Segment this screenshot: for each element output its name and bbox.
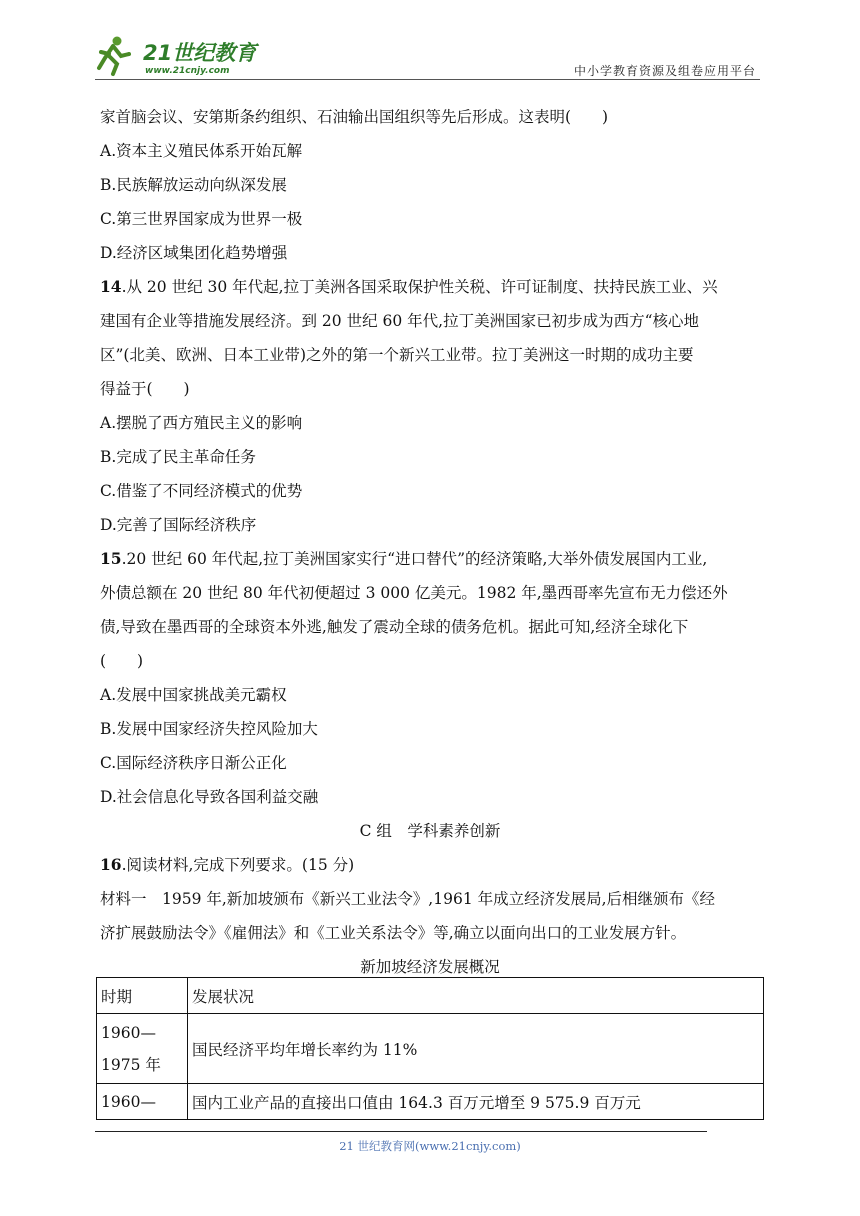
footer-divider xyxy=(95,1131,707,1132)
table-row xyxy=(97,1084,764,1120)
q16-material-line-1: 材料一 1959 年,新加坡颁布《新兴工业法令》,1961 年成立经济发展局,后相继颁布《经 xyxy=(100,890,716,908)
q15-stem-line-2: 外债总额在 20 世纪 80 年代初便超过 3 000 亿美元。1982 年,墨西哥率先宣布无力偿还外 xyxy=(100,584,728,602)
q14-stem-line-4: 得益于( ) xyxy=(100,380,190,398)
q14-option-d: D.完善了国际经济秩序 xyxy=(100,516,257,534)
page-header xyxy=(95,34,760,80)
q13-option-b: B.民族解放运动向纵深发展 xyxy=(100,176,287,194)
header-period: 时期 xyxy=(97,978,188,1014)
section-title: C 组 学科素养创新 xyxy=(359,822,501,840)
q13-option-d: D.经济区域集团化趋势增强 xyxy=(100,244,288,262)
q14-number: 14 xyxy=(100,277,122,296)
site-logo xyxy=(95,34,265,78)
q15-stem-line-4: ( ) xyxy=(100,652,144,670)
q15-option-c: C.国际经济秩序日渐公正化 xyxy=(100,754,287,772)
platform-label: 中小学教育资源及组卷应用平台 xyxy=(573,64,756,78)
q16-material-line-2: 济扩展鼓励法令》《雇佣法》和《工业关系法令》等,确立以面向出口的工业发展方针。 xyxy=(100,924,687,942)
q15-option-a: A.发展中国家挑战美元霸权 xyxy=(100,686,287,704)
table-title: 新加坡经济发展概况 xyxy=(360,958,500,976)
q13-option-c: C.第三世界国家成为世界一极 xyxy=(100,210,303,228)
header-status: 发展状况 xyxy=(188,978,764,1014)
q15-option-d: D.社会信息化导致各国利益交融 xyxy=(100,788,319,806)
row-2-period: 1960— xyxy=(97,1084,188,1120)
svg-text:21世纪教育: 21世纪教育 xyxy=(143,41,257,65)
q13-option-a: A.资本主义殖民体系开始瓦解 xyxy=(100,142,303,160)
q16-stem: 16.阅读材料,完成下列要求。(15 分) xyxy=(100,855,355,874)
q15-option-b: B.发展中国家经济失控风险加大 xyxy=(100,720,318,738)
row-1-status: 国民经济平均年增长率约为 11% xyxy=(188,1014,764,1084)
q15-number: 15 xyxy=(100,549,122,568)
svg-text:www.21cnjy.com: www.21cnjy.com xyxy=(145,66,230,76)
q14-stem-line-2: 建国有企业等措施发展经济。到 20 世纪 60 年代,拉丁美洲国家已初步成为西方“核心地 xyxy=(100,312,700,330)
singapore-economy-table xyxy=(96,977,764,1120)
q15-stem-line-1: 15.20 世纪 60 年代起,拉丁美洲国家实行“进口替代”的经济策略,大举外债发展国内工业, xyxy=(100,549,708,568)
row-1-period: 1960— 1975 年 xyxy=(97,1014,188,1084)
footer-text: 21 世纪教育网(www.21cnjy.com) xyxy=(339,1139,521,1153)
q14-stem-line-1: 14.从 20 世纪 30 年代起,拉丁美洲各国采取保护性关税、许可证制度、扶持民族工业、兴 xyxy=(100,277,718,296)
q14-option-a: A.摆脱了西方殖民主义的影响 xyxy=(100,414,303,432)
q14-stem-line-3: 区”(北美、欧洲、日本工业带)之外的第一个新兴工业带。拉丁美洲这一时期的成功主要 xyxy=(100,346,694,364)
q15-stem-line-3: 债,导致在墨西哥的全球资本外逃,触发了震动全球的债务危机。据此可知,经济全球化下 xyxy=(100,618,689,636)
row-2-status: 国内工业产品的直接出口值由 164.3 百万元增至 9 575.9 百万元 xyxy=(188,1084,764,1120)
q14-option-b: B.完成了民主革命任务 xyxy=(100,448,256,466)
table-row xyxy=(97,1014,764,1084)
table-header-row xyxy=(97,978,764,1014)
q16-number: 16 xyxy=(100,855,122,874)
q14-option-c: C.借鉴了不同经济模式的优势 xyxy=(100,482,303,500)
question-content xyxy=(100,100,760,984)
header-divider xyxy=(95,79,760,80)
q13-stem-tail: 家首脑会议、安第斯条约组织、石油输出国组织等先后形成。这表明( ) xyxy=(100,108,609,126)
